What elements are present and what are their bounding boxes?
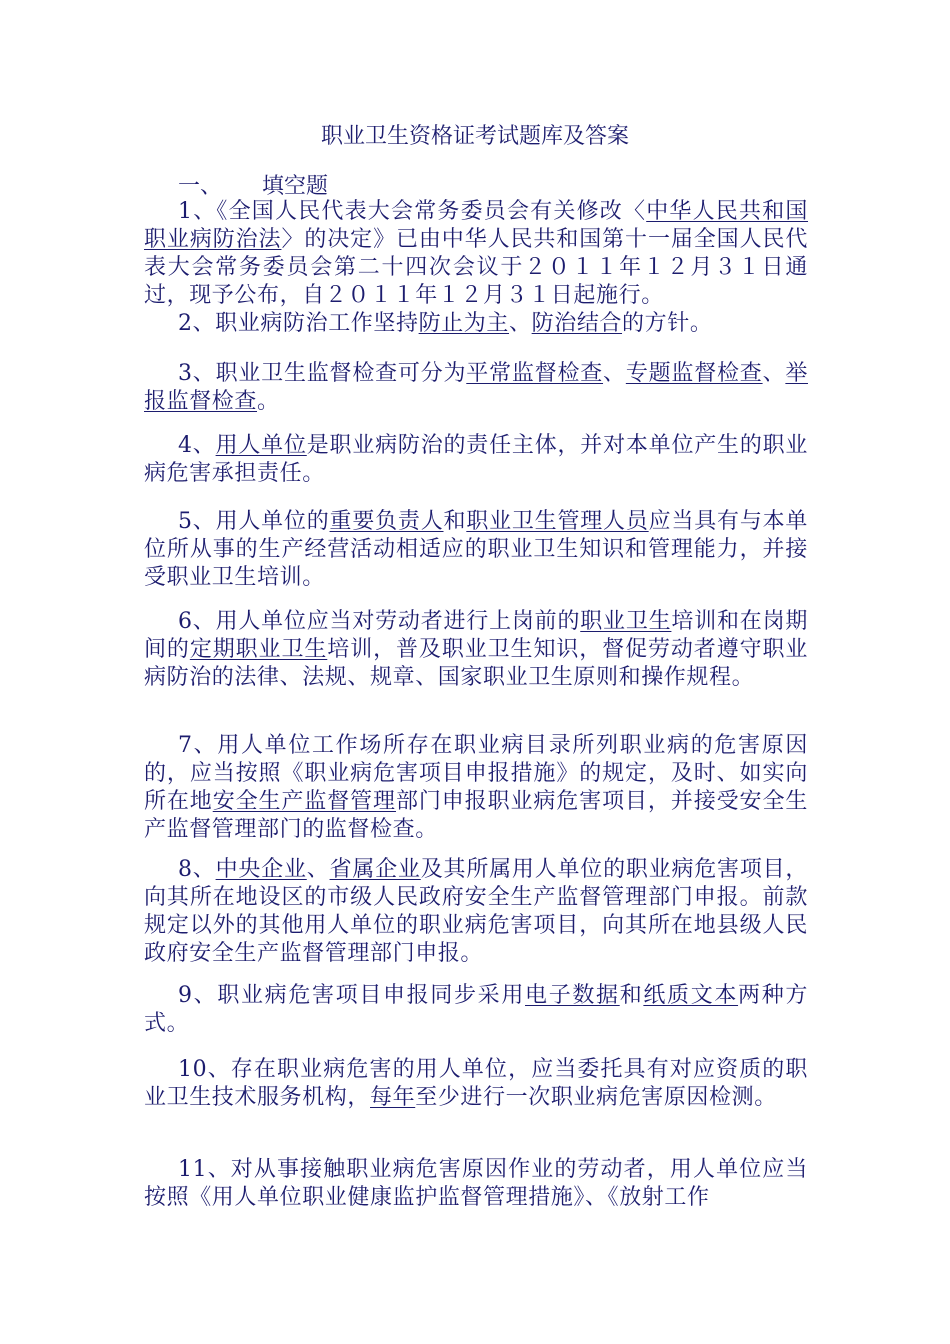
- question-text: 、: [306, 857, 330, 882]
- answer-blank: 防止为主: [418, 311, 510, 336]
- question-text: 及其所属用人单位的职业病危害项目，向其所在地设区的市级人民政府安全生产监督管理部门申报。前款规定以外的其他用人单位的职业病危害项目，向其所在地县级人民政府安全生产监督管理部门申报。: [144, 857, 809, 966]
- answer-blank: 每年: [370, 1085, 416, 1110]
- answer-blank: 定期职业卫生: [189, 637, 328, 662]
- answer-blank: 电子数据: [525, 983, 620, 1008]
- question-7: [144, 732, 808, 844]
- question-text: 的方针。: [622, 311, 713, 336]
- question-4: [144, 432, 808, 488]
- question-text: 3、职业卫生监督检查可分为: [178, 361, 467, 386]
- question-text: 5、用人单位的: [178, 509, 330, 534]
- answer-blank: 省属企业: [329, 857, 421, 882]
- question-text: 培训，普及职业卫生知识，督促劳动者遵守职业病防治的法律、法规、规章、国家职业卫生原则和操作规程。: [144, 637, 809, 690]
- question-10: [144, 1056, 808, 1112]
- question-text: 两种方式。: [144, 983, 808, 1036]
- question-text: 、: [509, 311, 532, 336]
- question-text: 和: [443, 509, 467, 534]
- question-text: 和: [619, 983, 644, 1008]
- question-text: 2、职业病防治工作坚持: [178, 311, 419, 336]
- answer-blank: 举报监督检查: [144, 361, 808, 414]
- question-8: [144, 856, 808, 968]
- question-text: 应当具有与本单位所从事的生产经营活动相适应的职业卫生知识和管理能力，并接受职业卫生培训。: [144, 509, 809, 590]
- answer-blank: 中央企业: [215, 857, 307, 882]
- question-11: [144, 1156, 808, 1212]
- question-text: 、: [762, 361, 786, 386]
- question-3: [144, 360, 808, 416]
- question-text: 培训和在岗期间的: [144, 609, 808, 662]
- answer-blank: 纸质文本: [643, 983, 739, 1008]
- question-text: 7、用人单位工作场所存在职业病目录所列职业病的危害原因的，应当按照《职业病危害项目申报措施》的规定，及时、如实向所在地: [144, 733, 808, 814]
- question-text: 是职业病防治的责任主体，并对本单位产生的职业病危害承担责任。: [144, 433, 809, 486]
- section-number: 一、: [178, 174, 223, 199]
- question-text: 9、职业病危害项目申报同步采用: [178, 983, 526, 1008]
- question-text: 。: [257, 389, 280, 414]
- question-5: [144, 508, 808, 592]
- question-text: 至少进行一次职业病危害原因检测。: [415, 1085, 777, 1110]
- question-text: 部门申报职业病危害项目，并接受安全生产监督管理部门的监督检查。: [144, 789, 808, 842]
- question-text: 、: [603, 361, 626, 386]
- answer-blank: 职业卫生管理人员: [466, 509, 649, 534]
- question-text: 〉的决定》已由中华人民共和国第十一届全国人民代表大会常务委员会第二十四次会议于２０１１年１２月３１日通过，现予公布，自２０１１年１２月３１日起施行。: [144, 227, 808, 308]
- answer-blank: 安全生产监督管理: [212, 789, 396, 814]
- answer-blank: 专题监督检查: [625, 361, 763, 386]
- document-title: 职业卫生资格证考试题库及答案: [320, 124, 629, 149]
- answer-blank: 平常监督检查: [466, 361, 604, 386]
- question-text: 11、对从事接触职业病危害原因作业的劳动者，用人单位应当按照《用人单位职业健康监护监督管理措施》、《放射工作: [144, 1157, 808, 1210]
- question-9: [144, 982, 808, 1038]
- question-text: 1、《全国人民代表大会常务委员会有关修改〈: [178, 199, 647, 224]
- question-text: 8、: [178, 857, 216, 882]
- question-2: [144, 310, 808, 338]
- answer-blank: 防治结合: [531, 311, 623, 336]
- answer-blank: 职业卫生: [580, 609, 672, 634]
- question-text: 4、: [178, 433, 216, 458]
- question-text: 10、存在职业病危害的用人单位，应当委托具有对应资质的职业卫生技术服务机构，: [144, 1057, 808, 1110]
- question-text: 6、用人单位应当对劳动者进行上岗前的: [178, 609, 581, 634]
- answer-blank: 中华人民共和国职业病防治法: [144, 199, 809, 252]
- section-label: 填空题: [262, 174, 329, 199]
- question-1: [144, 198, 808, 310]
- question-6: [144, 608, 808, 692]
- answer-blank: 重要负责人: [329, 509, 444, 534]
- answer-blank: 用人单位: [215, 433, 307, 458]
